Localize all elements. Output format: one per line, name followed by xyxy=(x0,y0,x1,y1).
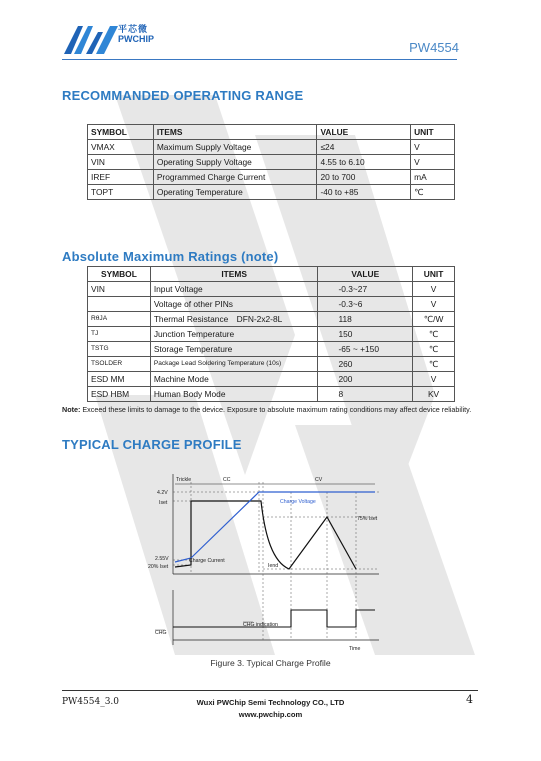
cell: V xyxy=(413,372,455,387)
charge-profile-diagram xyxy=(143,462,383,657)
cell: 150 xyxy=(318,327,413,342)
table-row xyxy=(88,140,455,155)
column-header: ITEMS xyxy=(150,267,318,282)
logo-english-text: PWCHIP xyxy=(118,34,154,44)
cell: Operating Temperature xyxy=(153,185,317,200)
figure-caption: Figure 3. Typical Charge Profile xyxy=(210,658,331,668)
cell: ℃ xyxy=(413,342,455,357)
cell: IREF xyxy=(88,170,154,185)
label-time: Time xyxy=(349,646,361,652)
label-2v55: 2.55V xyxy=(155,556,169,562)
cell: ESD MM xyxy=(88,372,151,387)
label-iend: Iend xyxy=(268,563,279,569)
cell: V xyxy=(411,140,455,155)
charge-profile-heading: TYPICAL CHARGE PROFILE xyxy=(62,437,242,452)
label-cv: CV xyxy=(315,477,323,483)
cell: Junction Temperature xyxy=(150,327,318,342)
column-header: ITEMS xyxy=(153,125,317,140)
column-header: VALUE xyxy=(317,125,411,140)
cell: -65 ~ +150 xyxy=(318,342,413,357)
cell: Storage Temperature xyxy=(150,342,318,357)
cell: Voltage of other PINs xyxy=(150,297,318,312)
table-row xyxy=(88,155,455,170)
page-number: 4 xyxy=(466,693,473,706)
footer-website: www.pwchip.com xyxy=(238,710,303,719)
cell: ≤24 xyxy=(317,140,411,155)
cell: 20 to 700 xyxy=(317,170,411,185)
column-header: VALUE xyxy=(318,267,413,282)
table-row xyxy=(88,327,455,342)
footer-doc-version: PW4554_3.0 xyxy=(62,697,120,707)
cell: ℃ xyxy=(413,327,455,342)
cell: 4.55 to 6.10 xyxy=(317,155,411,170)
cell: Programmed Charge Current xyxy=(153,170,317,185)
cell: -40 to +85 xyxy=(317,185,411,200)
header-divider xyxy=(62,59,457,60)
table-header-row xyxy=(88,125,455,140)
cell: V xyxy=(413,297,455,312)
label-charge-current: Charge Current xyxy=(189,558,225,564)
cell: TSTG xyxy=(88,342,151,357)
label-cc: CC xyxy=(223,477,231,483)
cell: Human Body Mode xyxy=(150,387,318,402)
column-header: UNIT xyxy=(411,125,455,140)
column-header: SYMBOL xyxy=(88,267,151,282)
absolute-ratings-heading: Absolute Maximum Ratings (note) xyxy=(62,249,279,264)
table-row xyxy=(88,312,455,327)
label-4v2: 4.2V xyxy=(157,490,168,496)
cell: TSOLDER xyxy=(88,357,151,372)
column-header: UNIT xyxy=(413,267,455,282)
recommended-range-heading: RECOMMANDED OPERATING RANGE xyxy=(62,88,304,103)
table-row xyxy=(88,372,455,387)
cell: V xyxy=(411,155,455,170)
cell: -0.3~6 xyxy=(318,297,413,312)
footer-divider xyxy=(62,690,478,691)
cell: VIN xyxy=(88,282,151,297)
table-row xyxy=(88,185,455,200)
cell: TJ xyxy=(88,327,151,342)
cell: Input Voltage xyxy=(150,282,318,297)
table-row xyxy=(88,297,455,312)
cell: 8 xyxy=(318,387,413,402)
cell: RθJA xyxy=(88,312,151,327)
cell: ℃ xyxy=(411,185,455,200)
label-chg: CHG xyxy=(155,630,167,636)
cell: Operating Supply Voltage xyxy=(153,155,317,170)
table-row xyxy=(88,282,455,297)
column-header: SYMBOL xyxy=(88,125,154,140)
cell: Package Lead Soldering Temperature (10s) xyxy=(150,357,318,372)
label-trickle: Trickle xyxy=(176,477,192,483)
label-75pct: 75% Iset xyxy=(357,516,378,522)
cell: V xyxy=(413,282,455,297)
cell: 200 xyxy=(318,372,413,387)
cell: Machine Mode xyxy=(150,372,318,387)
cell: KV xyxy=(413,387,455,402)
cell: -0.3~27 xyxy=(318,282,413,297)
cell: 260 xyxy=(318,357,413,372)
cell: 118 xyxy=(318,312,413,327)
document-code: PW4554 xyxy=(409,40,459,55)
recommended-range-table xyxy=(87,124,455,200)
pwchip-logo-icon xyxy=(62,22,120,56)
note-text: Exceed these limits to damage to the device. Exposure to absolute maximum rating conditions may affect device reliability. xyxy=(80,405,472,414)
label-charge-voltage: Charge Voltage xyxy=(280,499,316,505)
logo-chinese-text: 平芯微 xyxy=(118,24,149,34)
footer-company: Wuxi PWChip Semi Technology CO., LTD xyxy=(196,698,345,707)
cell: ℃/W xyxy=(413,312,455,327)
cell: mA xyxy=(411,170,455,185)
cell: ESD HBM xyxy=(88,387,151,402)
table-row xyxy=(88,357,455,372)
label-iset: Iset xyxy=(159,500,168,506)
cell: Thermal Resistance DFN-2x2-8L xyxy=(150,312,318,327)
cell: TOPT xyxy=(88,185,154,200)
cell: ℃ xyxy=(413,357,455,372)
ratings-note xyxy=(62,402,472,417)
table-row xyxy=(88,387,455,402)
charge-voltage-curve xyxy=(175,492,375,562)
cell xyxy=(88,297,151,312)
absolute-ratings-table xyxy=(87,266,455,402)
table-row xyxy=(88,342,455,357)
cell: VMAX xyxy=(88,140,154,155)
note-label: Note: xyxy=(62,405,81,414)
cell: Maximum Supply Voltage xyxy=(153,140,317,155)
table-header-row xyxy=(88,267,455,282)
table-row xyxy=(88,170,455,185)
label-chg-indication: CHG indication xyxy=(243,622,278,628)
cell: VIN xyxy=(88,155,154,170)
label-20pct: 20% Iset xyxy=(148,564,169,570)
